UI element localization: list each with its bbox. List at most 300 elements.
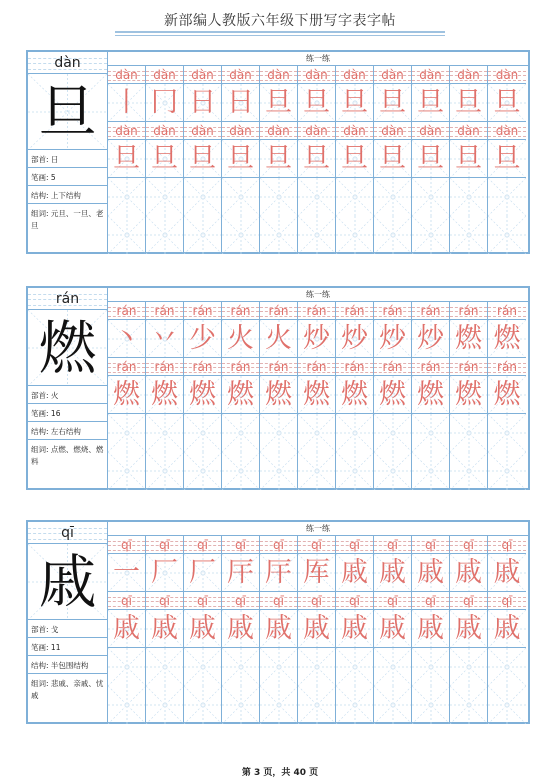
pinyin-cell [336, 536, 374, 554]
tracing-char: 日 [227, 87, 254, 118]
tracing-cell[interactable] [184, 554, 222, 592]
model-pinyin-box [28, 288, 107, 310]
tracing-char: 炒 [379, 323, 406, 354]
tracing-cell[interactable] [336, 140, 374, 178]
pinyin-text: dàn [229, 124, 252, 138]
tracing-cell[interactable] [298, 610, 336, 648]
tracing-cell[interactable] [222, 376, 260, 414]
pinyin-text: rán [420, 304, 441, 318]
tracing-cell[interactable] [108, 320, 146, 358]
practice-header: 练一练 [108, 522, 528, 536]
model-pinyin: rán [55, 291, 80, 307]
tracing-cell[interactable] [146, 554, 184, 592]
pinyin-cell [488, 358, 526, 376]
blank-practice-cell[interactable] [412, 686, 450, 724]
info-value: 日 [50, 155, 59, 164]
pinyin-cell [488, 536, 526, 554]
tracing-char: 旦 [417, 143, 444, 174]
tracing-cell[interactable] [336, 84, 374, 122]
info-label: 笔画: [31, 173, 51, 182]
pinyin-text: rán [382, 360, 403, 374]
tracing-char: 旦 [455, 87, 482, 118]
model-character: 燃 [38, 313, 97, 382]
pinyin-cell [260, 358, 298, 376]
practice-header: 练一练 [108, 288, 528, 302]
tracing-cell[interactable] [146, 84, 184, 122]
tracing-char: 戚 [417, 557, 444, 588]
pinyin-cell [184, 66, 222, 84]
tracing-cell[interactable] [412, 554, 450, 592]
blank-practice-cell[interactable] [412, 414, 450, 452]
tracing-char: 戚 [151, 613, 178, 644]
tracing-cell[interactable] [298, 376, 336, 414]
tracing-cell[interactable] [374, 610, 412, 648]
blank-practice-cell[interactable] [488, 452, 526, 490]
tracing-cell[interactable] [298, 140, 336, 178]
tracing-char: 旦 [379, 87, 406, 118]
tracing-char: 戚 [455, 557, 482, 588]
pinyin-text: dàn [191, 124, 214, 138]
blank-practice-cell[interactable] [146, 216, 184, 254]
tracing-char: 旦 [493, 87, 521, 118]
tracing-cell[interactable] [260, 320, 298, 358]
tracing-cell[interactable] [108, 84, 146, 122]
blank-practice-cell[interactable] [146, 178, 184, 216]
tracing-char: 燃 [341, 379, 368, 410]
tracing-char: 炒 [303, 323, 330, 354]
pinyin-text: rán [268, 304, 289, 318]
pinyin-text: rán [458, 304, 479, 318]
blank-practice-cell[interactable] [336, 178, 374, 216]
tracing-cell[interactable] [336, 610, 374, 648]
page-footer: 第 3 页，共 40 页 [241, 768, 319, 778]
pinyin-cell [488, 66, 526, 84]
tracing-cell[interactable] [260, 610, 298, 648]
tracing-cell[interactable] [412, 84, 450, 122]
pinyin-cell [488, 592, 526, 610]
pinyin-cell [412, 592, 450, 610]
blank-practice-cell[interactable] [108, 178, 146, 216]
pinyin-text: rán [344, 360, 365, 374]
tracing-char: 燃 [151, 379, 178, 410]
tracing-cell[interactable] [222, 610, 260, 648]
tracing-char: 旦 [417, 87, 444, 118]
tracing-cell[interactable] [146, 376, 184, 414]
tracing-cell[interactable] [450, 376, 488, 414]
tracing-cell[interactable] [450, 610, 488, 648]
tracing-cell[interactable] [450, 320, 488, 358]
tracing-cell[interactable] [488, 554, 526, 592]
pinyin-cell [260, 536, 298, 554]
tracing-cell[interactable] [412, 610, 450, 648]
title-rule [115, 31, 445, 33]
blank-practice-cell[interactable] [298, 216, 336, 254]
tracing-char: 日 [189, 87, 216, 118]
tracing-cell[interactable] [374, 376, 412, 414]
tracing-char: 旦 [151, 143, 178, 174]
pinyin-text: dàn [153, 68, 176, 82]
tracing-char: 炒 [417, 323, 444, 354]
pinyin-text: qī [121, 594, 132, 608]
tracing-char: 旦 [341, 87, 368, 118]
pinyin-text: dàn [343, 68, 366, 82]
model-character-box [28, 544, 107, 620]
blank-practice-cell[interactable] [298, 452, 336, 490]
info-value: 11 [50, 643, 61, 652]
pinyin-text: qī [425, 594, 436, 608]
pinyin-cell [488, 302, 526, 320]
character-block [26, 520, 530, 724]
tracing-cell[interactable] [374, 140, 412, 178]
tracing-cell[interactable] [374, 554, 412, 592]
tracing-cell[interactable] [184, 320, 222, 358]
tracing-char: 燃 [303, 379, 330, 410]
info-label: 组词: [31, 209, 51, 218]
tracing-cell[interactable] [450, 84, 488, 122]
blank-practice-cell[interactable] [336, 414, 374, 452]
pinyin-text: dàn [495, 124, 519, 138]
info-value: 半包围结构 [50, 661, 89, 670]
tracing-char: 戚 [455, 613, 482, 644]
blank-practice-cell[interactable] [184, 216, 222, 254]
tracing-char: 旦 [379, 143, 406, 174]
practice-row [108, 122, 528, 178]
structure-info [28, 186, 107, 204]
blank-practice-cell[interactable] [260, 178, 298, 216]
words-info [28, 204, 107, 252]
structure-info [28, 656, 107, 674]
pinyin-cell [450, 358, 488, 376]
blank-practice-cell[interactable] [412, 452, 450, 490]
tracing-cell[interactable] [260, 554, 298, 592]
pinyin-cell [336, 122, 374, 140]
blank-practice-cell[interactable] [412, 648, 450, 686]
blank-practice-cell[interactable] [336, 452, 374, 490]
radical-info [28, 620, 107, 638]
pinyin-text: rán [306, 304, 327, 318]
blank-practice-cell[interactable] [450, 414, 488, 452]
pinyin-cell [298, 592, 336, 610]
tracing-cell[interactable] [488, 84, 526, 122]
tracing-char: 旦 [227, 143, 254, 174]
blank-practice-cell[interactable] [146, 452, 184, 490]
tracing-cell[interactable] [222, 140, 260, 178]
blank-practice-cell[interactable] [412, 178, 450, 216]
practice-area [108, 522, 528, 722]
tracing-cell[interactable] [488, 376, 526, 414]
tracing-cell[interactable] [412, 320, 450, 358]
blank-practice-cell[interactable] [108, 648, 146, 686]
tracing-cell[interactable] [184, 610, 222, 648]
pinyin-text: dàn [381, 124, 404, 138]
info-value: 上下结构 [50, 191, 81, 200]
pinyin-cell [336, 592, 374, 610]
pinyin-text: dàn [153, 124, 176, 138]
blank-practice-cell[interactable] [374, 452, 412, 490]
pinyin-cell [184, 592, 222, 610]
blank-practice-cell[interactable] [222, 216, 260, 254]
blank-practice-cell[interactable] [298, 686, 336, 724]
tracing-cell[interactable] [488, 320, 526, 358]
blank-practice-row [108, 414, 528, 452]
tracing-cell[interactable] [260, 140, 298, 178]
pinyin-cell [450, 302, 488, 320]
pinyin-text: dàn [115, 124, 138, 138]
pinyin-cell [222, 592, 260, 610]
tracing-cell[interactable] [108, 140, 146, 178]
tracing-cell[interactable] [450, 554, 488, 592]
tracing-cell[interactable] [298, 554, 336, 592]
blank-practice-cell[interactable] [488, 178, 526, 216]
tracing-char: 炒 [341, 323, 368, 354]
pinyin-text: rán [268, 360, 289, 374]
pinyin-cell [412, 358, 450, 376]
blank-practice-cell[interactable] [374, 648, 412, 686]
blank-practice-cell[interactable] [374, 178, 412, 216]
tracing-char: 厈 [265, 557, 292, 588]
info-label: 结构: [31, 191, 51, 200]
blank-practice-cell[interactable] [374, 414, 412, 452]
info-label: 笔画: [31, 409, 51, 418]
blank-practice-cell[interactable] [260, 216, 298, 254]
practice-row [108, 358, 528, 414]
pinyin-cell [450, 122, 488, 140]
pinyin-text: rán [116, 360, 137, 374]
pinyin-text: qī [387, 594, 398, 608]
blank-practice-cell[interactable] [336, 648, 374, 686]
blank-practice-cell[interactable] [336, 216, 374, 254]
blank-practice-cell[interactable] [488, 686, 526, 724]
pinyin-cell [108, 592, 146, 610]
practice-area [108, 288, 528, 488]
tracing-cell[interactable] [108, 376, 146, 414]
blank-practice-cell[interactable] [222, 178, 260, 216]
tracing-char: 戚 [227, 613, 254, 644]
model-pinyin-box [28, 52, 107, 74]
pinyin-text: qī [273, 594, 284, 608]
tracing-cell[interactable] [336, 554, 374, 592]
tracing-cell[interactable] [184, 140, 222, 178]
practice-row [108, 302, 528, 358]
character-info-column [28, 522, 108, 722]
pinyin-text: dàn [267, 124, 290, 138]
blank-practice-cell[interactable] [450, 686, 488, 724]
tracing-char: 戚 [303, 613, 330, 644]
info-label: 组词: [31, 679, 51, 688]
tracing-char: 旦 [265, 143, 292, 174]
blank-practice-row [108, 452, 528, 490]
model-character: 戚 [38, 547, 97, 616]
pinyin-cell [450, 592, 488, 610]
blank-practice-cell[interactable] [184, 178, 222, 216]
blank-practice-cell[interactable] [450, 452, 488, 490]
structure-info [28, 422, 107, 440]
tracing-char: 旦 [189, 143, 216, 174]
pinyin-cell [412, 302, 450, 320]
tracing-cell[interactable] [336, 320, 374, 358]
blank-practice-cell[interactable] [488, 414, 526, 452]
blank-practice-cell[interactable] [450, 648, 488, 686]
pinyin-text: qī [235, 538, 246, 552]
blank-practice-cell[interactable] [146, 414, 184, 452]
pinyin-cell [374, 302, 412, 320]
tracing-cell[interactable] [222, 84, 260, 122]
info-label: 部首: [31, 625, 51, 634]
blank-practice-cell[interactable] [488, 648, 526, 686]
pinyin-cell [374, 122, 412, 140]
tracing-char: 旦 [265, 87, 292, 118]
tracing-cell[interactable] [184, 84, 222, 122]
model-pinyin-box [28, 522, 107, 544]
blank-practice-cell[interactable] [298, 178, 336, 216]
blank-practice-cell[interactable] [488, 216, 526, 254]
title-rule [115, 35, 445, 36]
tracing-cell[interactable] [374, 84, 412, 122]
pinyin-cell [108, 358, 146, 376]
info-value: 16 [50, 409, 61, 418]
tracing-cell[interactable] [184, 376, 222, 414]
tracing-cell[interactable] [108, 554, 146, 592]
blank-practice-cell[interactable] [184, 686, 222, 724]
pinyin-text: rán [306, 360, 327, 374]
tracing-cell[interactable] [222, 554, 260, 592]
stroke-count-info [28, 168, 107, 186]
tracing-char: 旦 [341, 143, 368, 174]
pinyin-text: dàn [457, 68, 480, 82]
blank-practice-cell[interactable] [412, 216, 450, 254]
tracing-char: 戚 [493, 557, 521, 588]
pinyin-text: dàn [495, 68, 519, 82]
blank-practice-cell[interactable] [146, 686, 184, 724]
pinyin-cell [412, 122, 450, 140]
blank-practice-cell[interactable] [260, 414, 298, 452]
info-value: 戈 [50, 625, 59, 634]
pinyin-cell [260, 66, 298, 84]
blank-practice-cell[interactable] [108, 216, 146, 254]
blank-practice-cell[interactable] [298, 414, 336, 452]
blank-practice-cell[interactable] [184, 648, 222, 686]
blank-practice-cell[interactable] [108, 686, 146, 724]
blank-practice-cell[interactable] [184, 414, 222, 452]
tracing-cell[interactable] [260, 376, 298, 414]
tracing-char: 厍 [303, 557, 330, 588]
blank-practice-cell[interactable] [108, 452, 146, 490]
pinyin-cell [222, 66, 260, 84]
blank-practice-cell[interactable] [374, 216, 412, 254]
blank-practice-cell[interactable] [222, 686, 260, 724]
pinyin-text: rán [497, 304, 517, 318]
tracing-cell[interactable] [488, 610, 526, 648]
tracing-cell[interactable] [336, 376, 374, 414]
pinyin-text: rán [497, 360, 517, 374]
model-pinyin: dàn [54, 55, 81, 71]
pinyin-text: dàn [381, 68, 404, 82]
pinyin-text: rán [192, 360, 213, 374]
blank-practice-cell[interactable] [450, 216, 488, 254]
tracing-cell[interactable] [412, 376, 450, 414]
tracing-cell[interactable] [488, 140, 526, 178]
tracing-char: 少 [189, 323, 216, 354]
blank-practice-cell[interactable] [450, 178, 488, 216]
info-label: 组词: [31, 445, 51, 454]
pinyin-cell [488, 122, 526, 140]
blank-practice-cell[interactable] [146, 648, 184, 686]
tracing-cell[interactable] [298, 84, 336, 122]
tracing-cell[interactable] [146, 320, 184, 358]
tracing-cell[interactable] [374, 320, 412, 358]
pinyin-text: dàn [229, 68, 252, 82]
pinyin-cell [108, 302, 146, 320]
pinyin-text: qī [501, 594, 513, 608]
tracing-cell[interactable] [298, 320, 336, 358]
pinyin-text: qī [501, 538, 513, 552]
pinyin-cell [184, 302, 222, 320]
model-pinyin: qī [61, 525, 74, 541]
tracing-char: 戚 [265, 613, 292, 644]
words-info [28, 674, 107, 722]
pinyin-cell [184, 122, 222, 140]
pinyin-cell [336, 66, 374, 84]
pinyin-text: dàn [305, 124, 328, 138]
tracing-char: 燃 [265, 379, 292, 410]
blank-practice-cell[interactable] [222, 452, 260, 490]
blank-practice-cell[interactable] [184, 452, 222, 490]
pinyin-text: qī [235, 594, 246, 608]
pinyin-cell [108, 122, 146, 140]
blank-practice-cell[interactable] [260, 686, 298, 724]
blank-practice-cell[interactable] [260, 648, 298, 686]
pinyin-cell [450, 536, 488, 554]
blank-practice-row [108, 686, 528, 724]
pinyin-text: dàn [457, 124, 480, 138]
blank-practice-cell[interactable] [222, 648, 260, 686]
pinyin-text: rán [344, 304, 365, 318]
tracing-char: 燃 [417, 379, 444, 410]
blank-practice-cell[interactable] [374, 686, 412, 724]
pinyin-cell [260, 122, 298, 140]
stroke-count-info [28, 404, 107, 422]
tracing-cell[interactable] [260, 84, 298, 122]
pinyin-cell [146, 122, 184, 140]
blank-practice-row [108, 648, 528, 686]
blank-practice-cell[interactable] [260, 452, 298, 490]
page-title: 新部编人教版六年级下册写字表字帖 [164, 13, 396, 29]
practice-row [108, 66, 528, 122]
blank-practice-cell[interactable] [298, 648, 336, 686]
tracing-cell[interactable] [412, 140, 450, 178]
blank-practice-cell[interactable] [108, 414, 146, 452]
tracing-char: 丨 [113, 87, 140, 118]
tracing-cell[interactable] [146, 610, 184, 648]
pinyin-text: dàn [115, 68, 138, 82]
words-info [28, 440, 107, 488]
tracing-cell[interactable] [146, 140, 184, 178]
pinyin-cell [222, 302, 260, 320]
pinyin-cell [146, 302, 184, 320]
blank-practice-cell[interactable] [222, 414, 260, 452]
tracing-char: 厈 [227, 557, 254, 588]
practice-area [108, 52, 528, 252]
pinyin-text: rán [154, 360, 175, 374]
tracing-cell[interactable] [450, 140, 488, 178]
pinyin-cell [222, 536, 260, 554]
blank-practice-cell[interactable] [336, 686, 374, 724]
pinyin-cell [298, 66, 336, 84]
tracing-cell[interactable] [108, 610, 146, 648]
character-info-column [28, 52, 108, 252]
tracing-char: 旦 [455, 143, 482, 174]
tracing-cell[interactable] [222, 320, 260, 358]
